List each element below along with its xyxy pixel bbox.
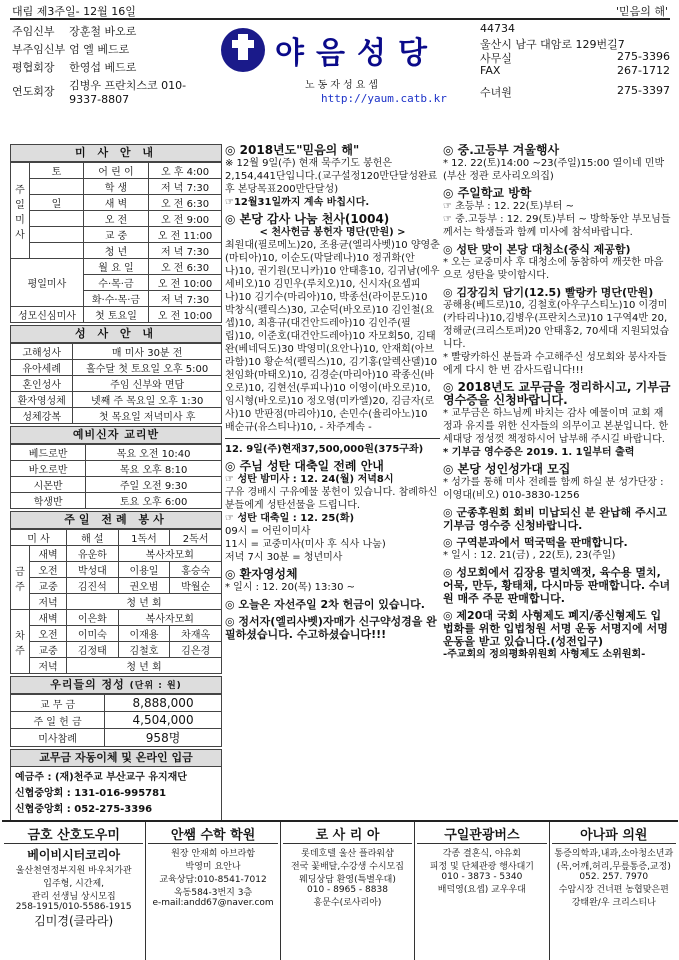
notice-heading: ◎ 김장김치 담기(12.5) 빨랑카 명단(만원) <box>443 286 654 299</box>
service-cell: 오전 <box>30 626 67 642</box>
catechism-table <box>10 444 222 509</box>
finance-value: 8,888,000 <box>105 695 222 712</box>
notice-text: * 일시 : 12. 21(금) , 22(토), 23(주일) <box>443 550 616 561</box>
officer-name: 한영섭 베드로 <box>69 61 137 74</box>
service-cell: 교중 <box>30 642 67 658</box>
mass-type: 학 생 <box>83 179 148 195</box>
mass-time: 오 전 11:00 <box>149 227 222 243</box>
mass-day: 토 <box>30 163 84 179</box>
contact-value: 275-3397 <box>617 84 670 97</box>
sacrament-time: 넷째 주 목요일 오후 1:30 <box>73 392 222 408</box>
contact-label: FAX <box>480 64 501 77</box>
mass-day: 일 <box>30 195 84 211</box>
service-cell: 홍승숙 <box>170 562 222 578</box>
sacrament-name: 고해성사 <box>11 344 73 360</box>
mass-day <box>30 211 84 227</box>
ad-line: 롯데호텔 울산 플라워샵 <box>301 849 394 859</box>
service-cell: 이미숙 <box>66 626 118 642</box>
notice-text: ☞12월31일까지 계속 바칩시다. <box>225 197 370 208</box>
ad-line: 전국 꽃배달,수강생 수시모집 <box>291 862 404 872</box>
postal-code: 44734 <box>480 22 515 35</box>
right-column <box>443 144 671 661</box>
notice-text: * 일시 : 12. 20(목) 13:30 ~ <box>225 582 356 593</box>
account-number-1: 신협중앙회 : 131-016-995781 <box>15 788 167 799</box>
service-cell: 권오범 <box>118 578 170 594</box>
mass-type: 교 중 <box>83 227 148 243</box>
service-cell: 이용일 <box>118 562 170 578</box>
mass-time: 오 후 4:00 <box>149 163 222 179</box>
notice-text: ※ 12월 9일(주) 현재 묵주기도 봉헌은2,154,441단입니다.(교구설정120만단달성완료후 본당목표200만단달성) <box>225 158 438 195</box>
notice-heading: ◎ 주일학교 방학 <box>443 186 532 200</box>
parish-subtitle: 노동자성요셉 <box>305 80 381 91</box>
service-cell: 저녁 <box>30 594 67 610</box>
ad-line: 웨딩상담 환영(특별우대) <box>299 875 396 885</box>
col-header: 2독서 <box>170 530 222 546</box>
sacrament-time: 첫 목요일 저녁미사 후 <box>73 408 222 424</box>
ad-line: 옥동584-3번지 3층 <box>173 888 253 898</box>
notice-heading: ◎ 환자영성체 <box>225 567 298 581</box>
mass-time: 오 전 9:00 <box>149 211 222 227</box>
notice-subheading: < 천사헌금 봉헌자 명단(만원) > <box>259 227 406 238</box>
sacrament-time: 매 미사 30분 전 <box>73 344 222 360</box>
notice-heading: ◎ 성탄 맞이 본당 대청소(중식 제공함) <box>443 243 631 256</box>
notice-text: ☞ 초등부 : 12. 22(토)부터 ~ <box>443 201 574 212</box>
notice-heading: ◎ 본당 성인성가대 모집 <box>443 462 571 476</box>
ad-box <box>415 822 549 960</box>
ad-line: 교육상담:010-8541-7012 <box>159 875 267 885</box>
service-cell: 이재용 <box>118 626 170 642</box>
service-cell: 유운하 <box>66 546 118 562</box>
mass-type: 월 요 일 <box>83 259 148 275</box>
finance-heading: 우리들의 정성 <box>50 678 125 691</box>
class-name: 바오로반 <box>11 461 86 477</box>
officer-role: 부주임신부 <box>12 43 66 56</box>
header <box>10 22 670 140</box>
service-title: 주일 전례 봉사 <box>10 511 222 529</box>
notice-text: * 기부금 영수증은 2019. 1. 1일부터 출력 <box>443 447 635 458</box>
class-time: 목요 오후 8:10 <box>86 461 222 477</box>
notice-text: ☞ 성탄 대축일 : 12. 25(화) <box>225 513 355 524</box>
ad-line: 010 - 8965 - 8838 <box>307 885 388 895</box>
finance-value: 958명 <box>105 729 222 747</box>
ad-title: 아나파 의원 <box>552 824 676 844</box>
sacrament-name: 성체강복 <box>11 408 73 424</box>
service-cell: 박월순 <box>170 578 222 594</box>
mass-time: 저 녁 7:30 <box>149 243 222 259</box>
mass-type: 화·수·목·금 <box>83 291 148 307</box>
notice-text: 09시 = 어린이미사 <box>225 526 311 537</box>
sacrament-time: 홀수달 첫 토요일 오후 5:00 <box>73 360 222 376</box>
mass-type: 새 벽 <box>83 195 148 211</box>
notice-text: ☞ 중.고등부 : 12. 29(토)부터 ~ 방학동안 부모님들께서는 학생들과 함께 미사에 참석바랍니다. <box>443 214 671 238</box>
ad-line: 박영미 요안나 <box>185 862 241 872</box>
service-cell: 교중 <box>30 578 67 594</box>
col-header: 1독서 <box>118 530 170 546</box>
service-cell: 김철호 <box>118 642 170 658</box>
ad-box <box>2 822 146 960</box>
notice-heading: ◎ 주님 성탄 대축일 전례 안내 <box>225 459 384 473</box>
contact-value: 275-3396 <box>617 50 670 63</box>
ad-line: 258-1915/010-5586-1915 <box>15 902 132 912</box>
service-cell: 오전 <box>30 562 67 578</box>
service-cell: 새벽 <box>30 546 67 562</box>
mass-time: 저 녁 7:30 <box>149 291 222 307</box>
this-week-label: 금주 <box>11 546 30 610</box>
officer-role: 주임신부 <box>12 25 55 38</box>
notice-text: ☞ 성탄 밤미사 : 12. 24(월) 저녁8시 <box>225 474 394 485</box>
contact-info <box>480 22 670 98</box>
notice-heading: ◎ 군종후원회 회비 미납되신 분 완납해 주시고 기부금 영수증 신청바랍니다. <box>443 506 667 532</box>
finance-title <box>10 676 222 694</box>
finance-table <box>10 694 222 747</box>
notice-text: * 빨랑카하신 분들과 수고해주신 성모회와 봉사자들에게 다시 한 번 감사드립니다!!! <box>443 352 667 376</box>
ad-title: 로 사 리 아 <box>283 824 412 844</box>
notice-text: 구유 경배시 구유예물 봉헌이 있습니다. 참례하신 분들에게 성탄선물을 드립니다. <box>225 487 438 511</box>
class-time: 주일 오전 9:30 <box>86 477 222 493</box>
ad-line: 관리 선생님 상시모집 <box>31 892 116 902</box>
class-time: 목요 오전 10:40 <box>86 445 222 461</box>
notice-heading: ◎ 중.고등부 겨울행사 <box>443 143 560 157</box>
officer-name: 장훈철 바오로 <box>69 25 137 38</box>
mass-type: 청 년 <box>83 243 148 259</box>
ad-box <box>281 822 415 960</box>
class-time: 토요 오후 6:00 <box>86 493 222 509</box>
officer-name: 김병우 프란치스코 010-9337-8807 <box>69 78 187 106</box>
marian-mass-label: 성모신심미사 <box>11 307 84 323</box>
notice-text: 공해용(베드로)10, 김철호(아우구스티노)10 이경미(카타리나)10,김병우(프란치스코)10 1구역4반 20, 정해균(크리스토퍼)20 안태홍2, 70세대 지원되었습니다. <box>443 300 670 350</box>
finance-value: 4,504,000 <box>105 712 222 729</box>
mass-type: 첫 토요일 <box>83 307 148 323</box>
mass-type: 수·목·금 <box>83 275 148 291</box>
mass-type: 오 전 <box>83 211 148 227</box>
account-number-2: 신협중앙회 : 052-275-3396 <box>15 804 153 815</box>
top-bar <box>10 2 670 20</box>
notice-text: * 교무금은 하느님께 바치는 감사 예물이며 교회 재정과 유지를 위한 신자들의 의무이고 본분입니다. 한 세대당 정성껏 책정하시어 납부해 주시길 바랍니다. <box>443 408 669 445</box>
notice-heading: ◎ 구역분과에서 떡국떡을 판매합니다. <box>443 536 628 549</box>
officers-table <box>10 22 191 106</box>
church-emblem-icon <box>221 28 265 72</box>
donor-list: 최원대(필로메노)20, 조용균(엘리사벳)10 양영춘(마티아)10, 이순도(막달레나)10 정귀화(안나)10, 권기원(모니카)10 안태흥10, 김귀남(에우세비오)10 김민우(루치오)10, 신시자(요셉피나)10 김기수(마리아)10, 박종선(라이문도)10 박창식(펠릭스)30, 고순덕(바오로)10 김인철(요셉)10, 최흥규(대건안드레아)10 김인주(필립)10, 이준호(대건안드레아)10 자모회50, 김태완(베네딕도)30 박영미(요안나)10, 안재희(아브라함)10 황순석(펠릭스)10, 김기홍(알렉산델)10 천임화(마태오)10, 김경순(마리아)10 곽종신(바오로)10, 김현선(루피나)10 이영이(바오로)10, 임시형(바오로)10 정오영(미카엘)20, 김금자(로사)10 반판점(마리아)10, 손민수(율리아노)10 배순규(유스티나)10, - 차주계속 - <box>225 240 440 433</box>
issue-date: 대림 제3주일- 12월 16일 <box>12 5 136 18</box>
notice-heading: ◎ 제20대 국회 사형제도 폐지/종신형제도 입법화를 위한 입법청원 서명 운동 서명지에 서명 운동을 받고 있습니다.(성전입구) <box>443 609 668 648</box>
ad-line: 010 - 3873 - 5340 <box>441 872 523 882</box>
notice-text: * 성가를 통해 미사 전례를 함께 하실 분 성가단장 :이영대(비오) 010-3830-1256 <box>443 477 664 501</box>
class-name: 시몬반 <box>11 477 86 493</box>
notice-text: * 오는 교중미사 후 대청소에 동참하여 깨끗한 마음으로 성탄을 맞이합시다. <box>443 257 664 281</box>
service-cell: 새벽 <box>30 610 67 626</box>
finance-label: 미사참례 <box>11 729 105 747</box>
notice-text: 12. 9일(주)현재37,500,000원(375구좌) <box>225 444 424 455</box>
parish-logo <box>215 28 455 105</box>
mass-time: 오 전 6:30 <box>149 259 222 275</box>
mass-table <box>10 162 222 323</box>
class-name: 베드로반 <box>11 445 86 461</box>
col-header: 미 사 <box>11 530 67 546</box>
class-name: 학생반 <box>11 493 86 509</box>
ad-line: e-mail:andd67@naver.com <box>152 898 274 908</box>
notice-heading: ◎ 성모회에서 김장용 멸치액젓, 육수용 멸치, 어묵, 만두, 황태채, 다시마등 판매합니다. 수녀원 매주 주문 판매합니다. <box>443 566 671 605</box>
notice-text: 11시 = 교중미사(미사 후 식사 나눔) <box>225 539 386 550</box>
service-cell: 박성대 <box>66 562 118 578</box>
service-cell: 저녁 <box>30 658 67 674</box>
online-payment-note: 교무금 자동이체 및 온라인 입금 <box>10 749 222 767</box>
service-cell: 김정태 <box>66 642 118 658</box>
service-table <box>10 529 222 674</box>
service-cell: 차재옥 <box>170 626 222 642</box>
mass-time: 저 녁 7:30 <box>149 179 222 195</box>
ad-line: 홍문수(로사리아) <box>313 898 382 908</box>
officer-role: 연도회장 <box>12 85 55 98</box>
finance-label: 교 무 금 <box>11 695 105 712</box>
service-cell: 청 년 회 <box>66 594 221 610</box>
notice-heading: ◎ 오늘은 자선주일 2차 헌금이 있습니다. <box>225 598 425 611</box>
ad-line: 통증의학과,내과,소아청소년과 <box>554 849 674 859</box>
parish-title: 야음성당 <box>275 36 439 71</box>
address: 울산시 남구 대암로 129번길7 <box>480 38 625 51</box>
sacrament-time: 주임 신부와 면담 <box>73 376 222 392</box>
service-cell: 청 년 회 <box>66 658 221 674</box>
contact-label: 사무실 <box>480 52 512 65</box>
service-cell: 김진석 <box>66 578 118 594</box>
ad-line: (목,어깨,허리,무릎통증,교정) <box>556 862 671 872</box>
notice-text: * 12. 22(토)14:00 ~23(주일)15:00 열이네 민박(부산 정관 로사리오의집) <box>443 158 665 182</box>
ad-line: 052. 257. 7970 <box>579 872 649 882</box>
mass-day <box>30 243 84 259</box>
weekday-mass-label: 평일미사 <box>11 259 84 307</box>
sacrament-name: 환자영성체 <box>11 392 73 408</box>
contact-label: 수녀원 <box>480 86 512 99</box>
sunday-mass-label: 주일미사 <box>11 163 30 259</box>
year-theme: '믿음의 해' <box>615 5 668 18</box>
service-cell: 김은경 <box>170 642 222 658</box>
ad-line: 피정 및 단체관광 행사대기 <box>429 862 534 872</box>
service-cell: 이은화 <box>66 610 118 626</box>
service-cell: 복사자모회 <box>118 610 221 626</box>
ad-line: 수암시장 건너편 농협맞은편 <box>558 885 669 895</box>
middle-column <box>225 144 440 641</box>
notice-heading: ◎ 2018년도"믿음의 해" <box>225 143 360 157</box>
notice-heading: ◎ 본당 감사 나눔 천사(1004) <box>225 212 390 226</box>
ad-title: 구일관광버스 <box>417 824 546 844</box>
mass-day <box>30 179 84 195</box>
ad-line: 울산천연정부지원 바우처가관 <box>15 866 132 876</box>
mass-time: 오 전 10:00 <box>149 307 222 323</box>
ad-line: 김미경(클라라) <box>34 914 114 928</box>
ad-title: 안쌤 수학 학원 <box>148 824 277 844</box>
ad-line: 배덕영(요셉) 교우우대 <box>437 885 526 895</box>
ad-line: 원장 안재희 아브라함 <box>171 849 256 859</box>
mass-time: 오 전 6:30 <box>149 195 222 211</box>
sacrament-title: 성 사 안 내 <box>10 325 222 343</box>
officer-role: 평협회장 <box>12 61 55 74</box>
ad-line: 강태완/우 크리스티나 <box>571 898 656 908</box>
finance-unit: (단위 : 원) <box>129 681 182 691</box>
mass-type: 어 린 이 <box>83 163 148 179</box>
notice-text: -주교회의 정의평화위원회 사형제도 소위원회- <box>443 649 646 660</box>
ad-title: 금호 산호도우미 <box>4 824 143 844</box>
left-column <box>10 144 222 822</box>
notice-text: 저녁 7시 30분 = 청년미사 <box>225 552 343 563</box>
next-week-label: 차주 <box>11 610 30 674</box>
sacrament-table <box>10 343 222 424</box>
notice-heading: ◎ 2018년도 교무금을 정리하시고, 기부금 영수증을 신청바랍니다. <box>443 380 671 407</box>
ad-box <box>550 822 678 960</box>
contact-value: 267-1712 <box>617 64 670 77</box>
catechism-title: 예비신자 교리반 <box>10 426 222 444</box>
ad-box <box>146 822 280 960</box>
ad-line: 각종 결혼식, 야유회 <box>442 849 521 859</box>
sacrament-name: 유아세례 <box>11 360 73 376</box>
ad-line: 베이비시터코리아 <box>27 848 121 862</box>
col-header: 해 설 <box>66 530 118 546</box>
notice-heading: ◎ 정서자(엘리사벳)자매가 신구약성경을 완필하셨습니다. 수고하셨습니다!!! <box>225 615 437 641</box>
advertisements <box>2 820 678 960</box>
finance-label: 주 일 헌 금 <box>11 712 105 729</box>
service-cell: 복사자모회 <box>118 546 221 562</box>
sacrament-name: 혼인성사 <box>11 376 73 392</box>
mass-title: 미 사 안 내 <box>10 144 222 162</box>
mass-time: 오 전 10:00 <box>149 275 222 291</box>
officer-name: 엄 엘 베드로 <box>69 43 130 56</box>
ad-line: 입주형, 시간제, <box>43 879 105 889</box>
parish-url[interactable]: http://yaum.catb.kr <box>321 92 447 105</box>
account-holder: 예금주 : (재)천주교 부산교구 유지재단 <box>15 772 187 783</box>
mass-day <box>30 227 84 243</box>
